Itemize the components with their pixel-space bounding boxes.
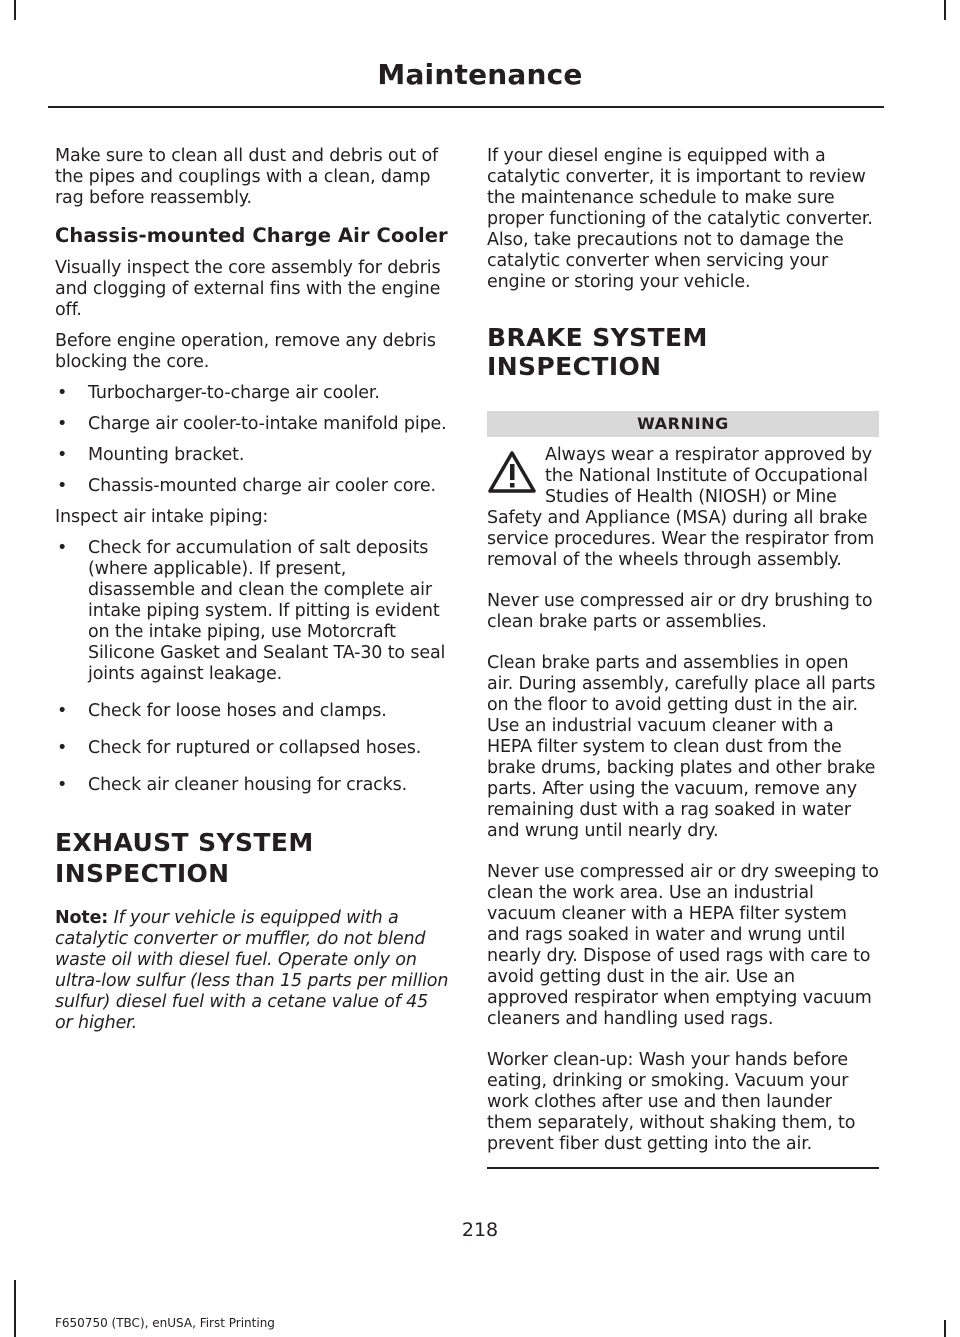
brake-paragraph-1: Never use compressed air or dry brushing to clean brake parts or assemblies. (487, 591, 873, 632)
warning-end-divider (487, 1167, 879, 1169)
bullet: • (57, 476, 68, 496)
left-column (55, 146, 450, 1044)
exhaust-heading (55, 828, 450, 888)
bullet: • (57, 383, 68, 403)
list-item-text: Charge air cooler-to-intake manifold pipe. (88, 414, 447, 434)
intake-check-list (55, 538, 450, 796)
cac-heading: Chassis-mounted Charge Air Cooler (55, 224, 448, 247)
list-item (55, 445, 450, 466)
cac-paragraph-2: Before engine operation, remove any debris blocking the core. (55, 331, 436, 372)
page-number: 218 (461, 1219, 499, 1241)
cac-paragraph-1: Visually inspect the core assembly for debris and clogging of external fins with the engine off. (55, 258, 441, 320)
intro-paragraph: Make sure to clean all dust and debris out of the pipes and couplings with a clean, damp rag before reassembly. (55, 146, 439, 208)
list-item-text: Check for accumulation of salt deposits (where applicable). If present, disassemble and clean the complete air intake piping system. If pitting is evident on the intake piping, use Motorcraft Silicone Gasket and Sealant TA-30 to seal joints against leakage. (88, 538, 446, 684)
list-item-text: Mounting bracket. (88, 445, 245, 465)
publication-info: F650750 (TBC), enUSA, First Printing (55, 1316, 275, 1330)
brake-paragraph-3: Never use compressed air or dry sweeping to clean the work area. Use an industrial vacuum cleaner with a HEPA filter system and rags soaked in water and wrung until nearly dry. Dispose of used rags with care to avoid getting dust in the air. Use an approved respirator when emptying vacuum cleaners and handling used rags. (487, 862, 879, 1029)
list-item-text: Check for ruptured or collapsed hoses. (88, 738, 422, 758)
header-divider (48, 106, 884, 108)
cac-component-list (55, 383, 450, 497)
list-item-text: Chassis-mounted charge air cooler core. (88, 476, 436, 496)
crop-mark-top-left (14, 0, 16, 20)
list-item-text: Check air cleaner housing for cracks. (88, 775, 408, 795)
warning-banner: WARNING (487, 411, 879, 437)
list-item (55, 738, 450, 759)
crop-mark-bottom-left (14, 1280, 16, 1337)
note-label: Note: (55, 908, 109, 928)
bullet: • (57, 775, 68, 795)
list-item (55, 414, 450, 435)
list-item-text: Turbocharger-to-charge air cooler. (88, 383, 380, 403)
bullet: • (57, 538, 68, 558)
brake-paragraph-4: Worker clean-up: Wash your hands before eating, drinking or smoking. Vacuum your work clothes after use and then launder them separately, without shaking them, to prevent fiber dust getting into the air. (487, 1050, 856, 1154)
list-item (55, 538, 450, 685)
crop-mark-top-right (944, 0, 946, 20)
exhaust-heading-line-2: INSPECTION (55, 859, 230, 888)
list-item-text: Check for loose hoses and clamps. (88, 701, 387, 721)
crop-mark-bottom-right (944, 1320, 946, 1337)
bullet: • (57, 445, 68, 465)
warning-triangle-icon (487, 450, 537, 494)
warning-text: Always wear a respirator approved by the National Institute of Occupational Studies of Health (NIOSH) or Mine Safety and Appliance (MSA) during all brake service procedures. Wear the respirator from removal of the wheels through assembly. (487, 445, 875, 570)
warning-triangle-graphic (487, 450, 537, 494)
right-column (487, 146, 879, 1169)
exhaust-heading-line-1: EXHAUST SYSTEM (55, 828, 314, 857)
brake-paragraph-2: Clean brake parts and assemblies in open air. During assembly, carefully place all parts on the floor to avoid getting dust in the air. Use an industrial vacuum cleaner with a HEPA filter system to clean dust from the brake drums, backing plates and other brake parts. After using the vacuum, remove any remaining dust with a rag soaked in water and wrung until nearly dry. (487, 653, 876, 841)
catalytic-converter-paragraph: If your diesel engine is equipped with a catalytic converter, it is important to review the maintenance schedule to make sure proper functioning of the catalytic converter. Also, take precautions not to damage the catalytic converter when servicing your engine or storing your vehicle. (487, 146, 873, 292)
note-text: If your vehicle is equipped with a catalytic converter or muffler, do not blend waste oil with diesel fuel. Operate only on ultra-low sulfur (less than 15 parts per million sulfur) diesel fuel with a cetane value of 45 or higher. (55, 908, 449, 1033)
bullet: • (57, 701, 68, 721)
list-item (55, 701, 450, 722)
exhaust-note (55, 908, 450, 1034)
page-title: Maintenance (377, 58, 583, 91)
warning-block (487, 445, 879, 571)
brake-heading: BRAKE SYSTEM INSPECTION (487, 323, 708, 381)
intake-lead: Inspect air intake piping: (55, 507, 269, 527)
list-item (55, 383, 450, 404)
bullet: • (57, 414, 68, 434)
bullet: • (57, 738, 68, 758)
list-item (55, 775, 450, 796)
list-item (55, 476, 450, 497)
